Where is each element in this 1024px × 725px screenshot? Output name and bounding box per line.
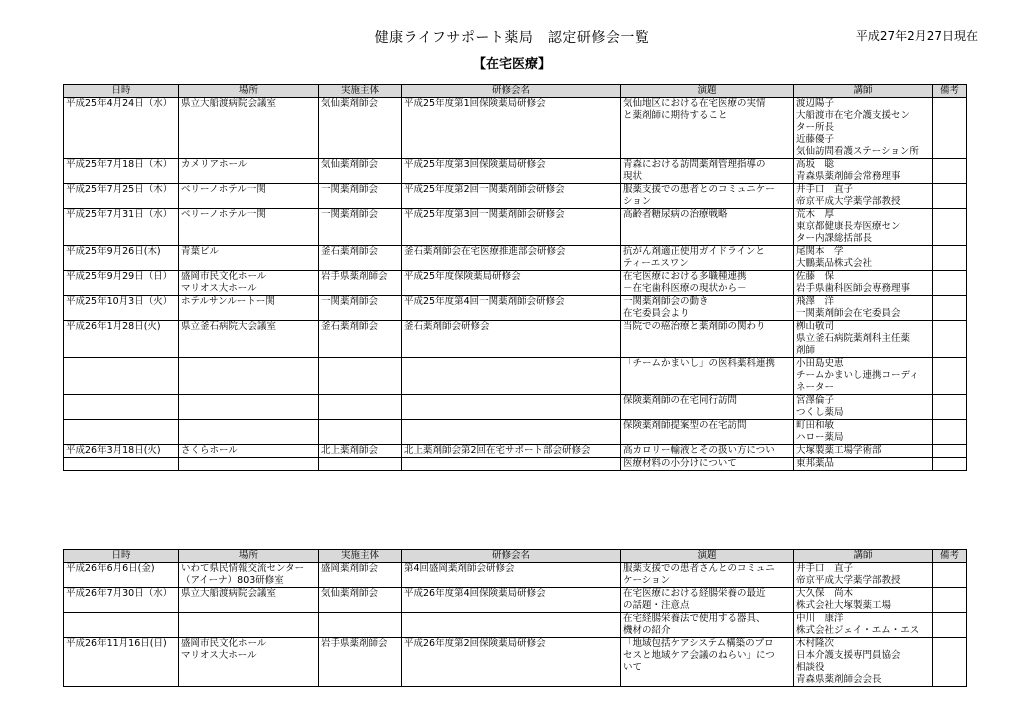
remarks-cell: [933, 209, 967, 246]
seminar-name-cell: 平成25年度第1回保険薬局研修会: [402, 98, 621, 159]
lecturer-cell: 飛澤 洋 一関薬剤師会在宅委員会: [794, 296, 933, 321]
topic-cell: 在宅医療における多職種連携 －在宅歯科医療の現状から－: [621, 271, 794, 296]
date-cell: 平成25年7月18日（木）: [64, 159, 179, 184]
seminar-name-cell: 第4回盛岡薬剤師会研修会: [402, 563, 621, 588]
lecturer-cell: 尾関本 学 大鵬薬品株式会社: [794, 246, 933, 271]
remarks-cell: [933, 159, 967, 184]
table-row: [64, 563, 967, 588]
date-cell: 平成26年1月28日(火): [64, 321, 179, 358]
seminar-name-cell: 平成25年度保険薬局研修会: [402, 271, 621, 296]
date-cell: 平成26年11月16日(日): [64, 638, 179, 687]
table-row: [64, 458, 967, 471]
remarks-cell: [933, 588, 967, 613]
date-cell: 平成25年9月29日（日）: [64, 271, 179, 296]
column-header: 場所: [179, 85, 319, 98]
organizer-cell: 岩手県薬剤師会: [319, 271, 402, 296]
table-row: [64, 420, 967, 445]
date-cell: 平成26年3月18日(火): [64, 445, 179, 458]
remarks-cell: [933, 271, 967, 296]
lecturer-cell: 町田和敏 ハロー薬局: [794, 420, 933, 445]
topic-cell: 青森における訪問薬剤管理指導の 現状: [621, 159, 794, 184]
remarks-cell: [933, 395, 967, 420]
date-cell: [64, 395, 179, 420]
organizer-cell: 気仙薬剤師会: [319, 98, 402, 159]
date-cell: [64, 420, 179, 445]
remarks-cell: [933, 420, 967, 445]
table-row: [64, 395, 967, 420]
seminar-name-cell: 北上薬剤師会第2回在宅サポート部会研修会: [402, 445, 621, 458]
lecturer-cell: 中川 康洋 株式会社ジェイ・エム・エス: [794, 613, 933, 638]
organizer-cell: 一関薬剤師会: [319, 184, 402, 209]
organizer-cell: 釜石薬剤師会: [319, 246, 402, 271]
seminar-name-cell: [402, 358, 621, 395]
organizer-cell: 一関薬剤師会: [319, 209, 402, 246]
lecturer-cell: 木村隆次 日本介護支援専門員協会 相談役 青森県薬剤師会会長: [794, 638, 933, 687]
organizer-cell: 気仙薬剤師会: [319, 159, 402, 184]
table-row: [64, 296, 967, 321]
column-header: 備考: [933, 85, 967, 98]
remarks-cell: [933, 458, 967, 471]
venue-cell: [179, 613, 319, 638]
table-row: [64, 159, 967, 184]
section-title: 【在宅医療】: [472, 57, 551, 72]
date-cell: 平成25年9月26日(木): [64, 246, 179, 271]
lecturer-cell: 井手口 直子 帝京平成大学薬学部教授: [794, 184, 933, 209]
topic-cell: 在宅経腸栄養法で使用する器具、 機材の紹介: [621, 613, 794, 638]
lecturer-cell: 大塚製薬工場学術部: [794, 445, 933, 458]
table-header-row: [64, 550, 967, 563]
venue-cell: [179, 395, 319, 420]
topic-cell: 気仙地区における在宅医療の実情 と薬剤師に期待すること: [621, 98, 794, 159]
topic-cell: 服薬支援での患者とのコミュニケー ション: [621, 184, 794, 209]
topic-cell: 一関薬剤師会の動き 在宅委員会より: [621, 296, 794, 321]
training-table-2: [63, 549, 967, 687]
topic-cell: 服薬支援での患者さんとのコミュニ ケーション: [621, 563, 794, 588]
topic-cell: 保険薬剤師の在宅同行訪問: [621, 395, 794, 420]
lecturer-cell: 佐藤 保 岩手県歯科医師会専務理事: [794, 271, 933, 296]
table-row: [64, 209, 967, 246]
venue-cell: いわて県民情報交流センター （アイーナ）803研修室: [179, 563, 319, 588]
table-row: [64, 271, 967, 296]
column-header: 演題: [621, 85, 794, 98]
column-header: 研修会名: [402, 85, 621, 98]
venue-cell: ベリーノホテル一関: [179, 184, 319, 209]
seminar-name-cell: [402, 458, 621, 471]
lecturer-cell: 東邦薬品: [794, 458, 933, 471]
remarks-cell: [933, 184, 967, 209]
venue-cell: [179, 458, 319, 471]
column-header: 演題: [621, 550, 794, 563]
organizer-cell: [319, 458, 402, 471]
remarks-cell: [933, 613, 967, 638]
remarks-cell: [933, 321, 967, 358]
table-row: [64, 445, 967, 458]
table-row: [64, 588, 967, 613]
organizer-cell: [319, 613, 402, 638]
seminar-name-cell: [402, 395, 621, 420]
lecturer-cell: 渡辺陽子 大船渡市在宅介護支援セン ター所長 近藤優子 気仙訪問看護ステーション所: [794, 98, 933, 159]
organizer-cell: [319, 395, 402, 420]
topic-cell: 「地域包括ケアシステム構築のプロ セスと地域ケア会議のねらい」につ いて: [621, 638, 794, 687]
lecturer-cell: 高坂 聡 青森県薬剤師会常務理事: [794, 159, 933, 184]
column-header: 場所: [179, 550, 319, 563]
column-header: 備考: [933, 550, 967, 563]
column-header: 研修会名: [402, 550, 621, 563]
seminar-name-cell: 平成25年度第4回一関薬剤師会研修会: [402, 296, 621, 321]
date-cell: [64, 613, 179, 638]
lecturer-cell: 小田島史恵 チームかまいし連携コーディ ネーター: [794, 358, 933, 395]
date-cell: 平成25年7月31日（水）: [64, 209, 179, 246]
seminar-name-cell: 平成25年度第3回一関薬剤師会研修会: [402, 209, 621, 246]
organizer-cell: 気仙薬剤師会: [319, 588, 402, 613]
column-header: 講師: [794, 85, 933, 98]
venue-cell: ホテルサンルートー関: [179, 296, 319, 321]
topic-cell: 高齢者糖尿病の治療戦略: [621, 209, 794, 246]
table-row: [64, 321, 967, 358]
venue-cell: [179, 420, 319, 445]
page-title: 健康ライフサポート薬局 認定研修会一覧: [374, 30, 650, 46]
topic-cell: 保険薬剤師提案型の在宅訪問: [621, 420, 794, 445]
seminar-name-cell: 釜石薬剤師会研修会: [402, 321, 621, 358]
venue-cell: ベリーノホテル一関: [179, 209, 319, 246]
topic-cell: 在宅医療における経腸栄養の最近 の話題・注意点: [621, 588, 794, 613]
organizer-cell: 北上薬剤師会: [319, 445, 402, 458]
seminar-name-cell: 平成25年度第2回一関薬剤師会研修会: [402, 184, 621, 209]
topic-cell: 医療材料の小分けについて: [621, 458, 794, 471]
topic-cell: 抗がん剤適正使用ガイドラインと ティーエスワン: [621, 246, 794, 271]
venue-cell: 県立大船渡病院会議室: [179, 588, 319, 613]
lecturer-cell: 荒木 厚 東京都健康長寿医療セン ター内課総括部長: [794, 209, 933, 246]
table-row: [64, 184, 967, 209]
venue-cell: 盛岡市民文化ホール マリオス大ホール: [179, 271, 319, 296]
table-row: [64, 246, 967, 271]
topic-cell: 当院での癌治療と薬剤師の関わり: [621, 321, 794, 358]
topic-cell: 高カロリー輸液とその扱い方につい: [621, 445, 794, 458]
training-table-1: [63, 84, 967, 471]
date-cell: [64, 358, 179, 395]
date-cell: 平成26年6月6日(金): [64, 563, 179, 588]
remarks-cell: [933, 296, 967, 321]
topic-cell: 「チームかまいし」の医科薬科連携: [621, 358, 794, 395]
seminar-name-cell: 平成26年度第2回保険薬局研修会: [402, 638, 621, 687]
date-cell: [64, 458, 179, 471]
remarks-cell: [933, 98, 967, 159]
venue-cell: 県立釜石病院大会議室: [179, 321, 319, 358]
table-row: [64, 638, 967, 687]
organizer-cell: 盛岡薬剤師会: [319, 563, 402, 588]
table-row: [64, 98, 967, 159]
table-row: [64, 613, 967, 638]
remarks-cell: [933, 246, 967, 271]
seminar-name-cell: [402, 420, 621, 445]
organizer-cell: [319, 358, 402, 395]
column-header: 実施主体: [319, 550, 402, 563]
organizer-cell: 一関薬剤師会: [319, 296, 402, 321]
remarks-cell: [933, 638, 967, 687]
remarks-cell: [933, 445, 967, 458]
date-cell: 平成25年4月24日（水）: [64, 98, 179, 159]
seminar-name-cell: 釜石薬剤師会在宅医療推進部会研修会: [402, 246, 621, 271]
venue-cell: さくらホール: [179, 445, 319, 458]
venue-cell: 県立大船渡病院会議室: [179, 98, 319, 159]
lecturer-cell: 栁山敬司 県立釜石病院薬剤科主任薬 剤師: [794, 321, 933, 358]
organizer-cell: 釜石薬剤師会: [319, 321, 402, 358]
seminar-name-cell: 平成26年度第4回保険薬局研修会: [402, 588, 621, 613]
lecturer-cell: 井手口 直子 帝京平成大学薬学部教授: [794, 563, 933, 588]
date-cell: 平成25年10月3日（火）: [64, 296, 179, 321]
organizer-cell: 岩手県薬剤師会: [319, 638, 402, 687]
lecturer-cell: 大久保 尚木 株式会社大塚製薬工場: [794, 588, 933, 613]
date-cell: 平成25年7月25日（木）: [64, 184, 179, 209]
as-of-date: 平成27年2月27日現在: [855, 29, 978, 43]
venue-cell: カメリアホール: [179, 159, 319, 184]
column-header: 日時: [64, 85, 179, 98]
venue-cell: 青葉ビル: [179, 246, 319, 271]
remarks-cell: [933, 563, 967, 588]
lecturer-cell: 宮澤倫子 つくし薬局: [794, 395, 933, 420]
seminar-name-cell: [402, 613, 621, 638]
venue-cell: 盛岡市民文化ホール マリオス大ホール: [179, 638, 319, 687]
column-header: 講師: [794, 550, 933, 563]
organizer-cell: [319, 420, 402, 445]
column-header: 実施主体: [319, 85, 402, 98]
table-header-row: [64, 85, 967, 98]
seminar-name-cell: 平成25年度第3回保険薬局研修会: [402, 159, 621, 184]
column-header: 日時: [64, 550, 179, 563]
venue-cell: [179, 358, 319, 395]
date-cell: 平成26年7月30日（水）: [64, 588, 179, 613]
table-row: [64, 358, 967, 395]
remarks-cell: [933, 358, 967, 395]
